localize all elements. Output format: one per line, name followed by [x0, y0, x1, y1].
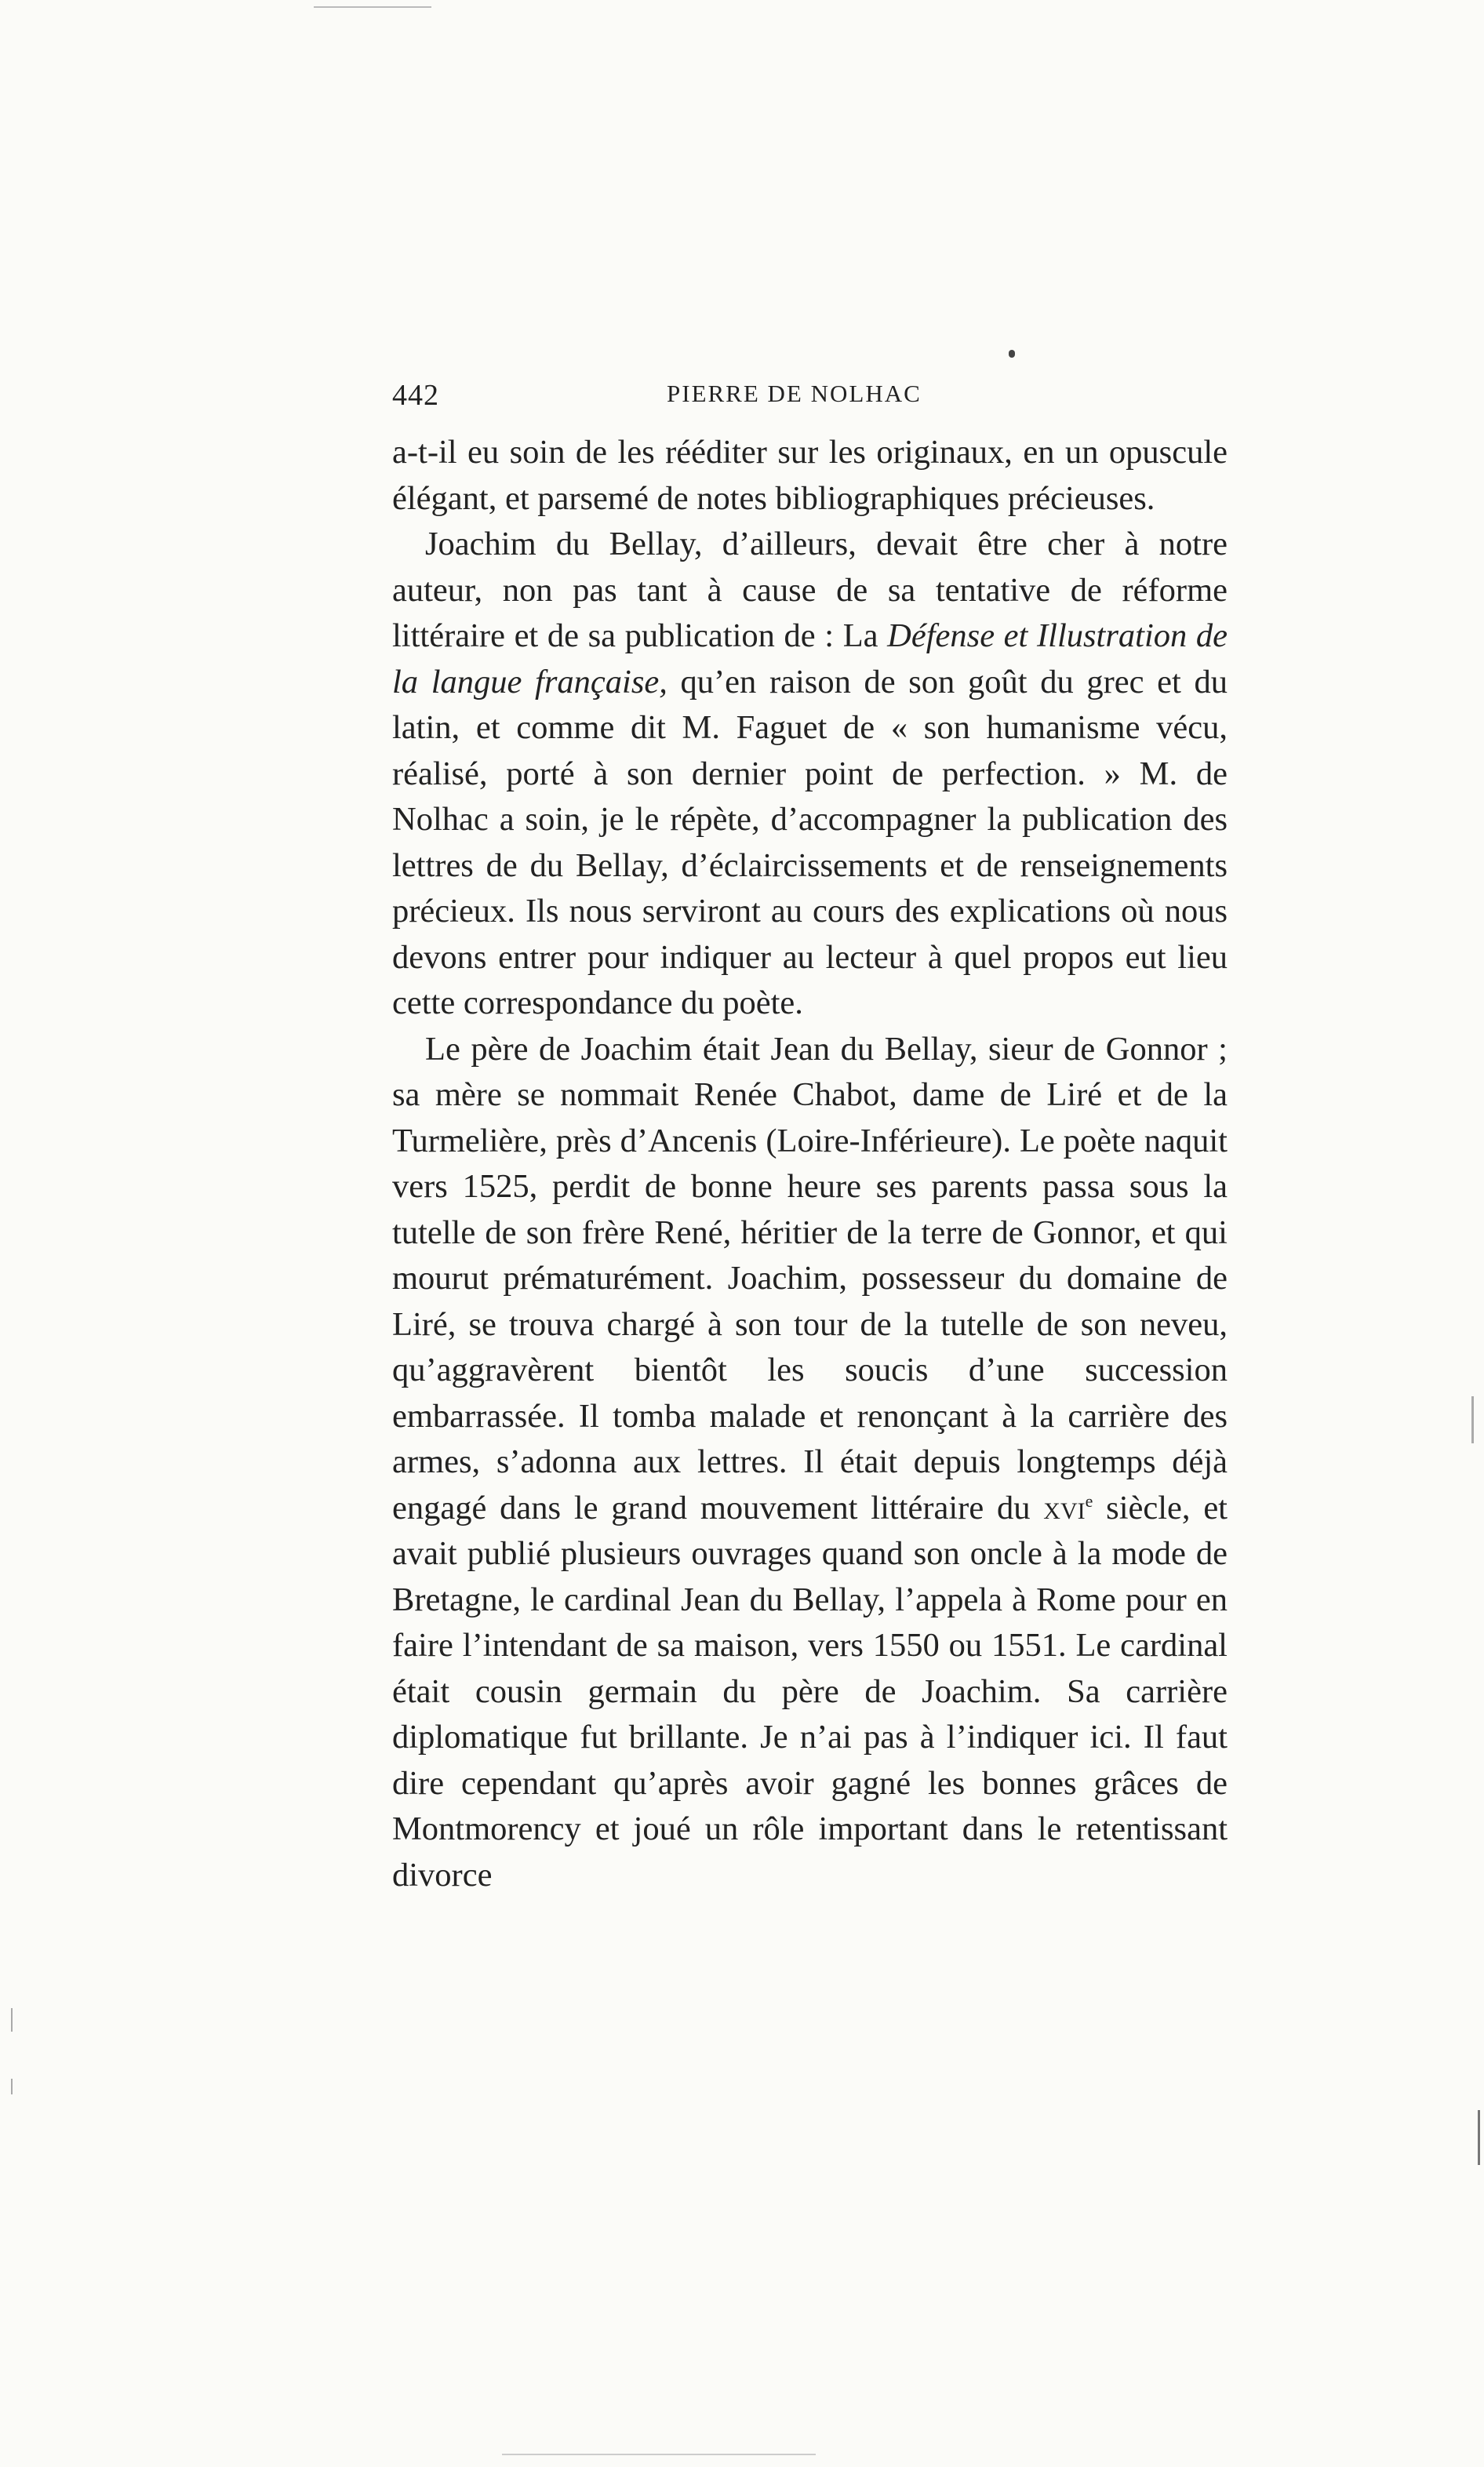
paragraph-family-history	[392, 1027, 1228, 1899]
running-title: PIERRE DE NOLHAC	[667, 380, 922, 407]
body-text	[392, 430, 1228, 1898]
paragraph-continued	[392, 430, 1228, 522]
paragraph-text: a-t-il eu soin de les rééditer sur les originaux, en un opuscule élégant, et parsemé de notes bibliographiques précieuses.	[392, 434, 1228, 517]
scan-mark-left	[11, 2008, 13, 2032]
century-superscript: e	[1085, 1490, 1093, 1511]
page-number: 442	[392, 379, 439, 412]
page-header	[392, 378, 1228, 414]
scan-mark-right	[1471, 1396, 1474, 1443]
paragraph-joachim-du-bellay	[392, 522, 1228, 1027]
paragraph-text: Joachim du Bellay, d’ailleurs, devait être cher à notre auteur, non pas tant à cause de sa tentative de réforme littéraire et de sa publication de : La	[392, 526, 1228, 654]
paragraph-text: qu’en raison de son goût du grec et du latin, et comme dit M. Faguet de « son humanisme vécu, réalisé, porté à son dernier point de perfection. » M. de Nolhac a soin, je le répète, d’accompagner la publication des lettres de du Bellay, d’éclaircissements et de renseignements précieux. Ils nous serviront au cours des explications où nous devons entrer pour indiquer au lecteur à quel propos eut lieu cette correspondance du poète.	[392, 663, 1228, 1021]
scan-mark-top	[314, 6, 431, 8]
scan-mark-dot	[1009, 350, 1015, 358]
paragraph-text: Le père de Joachim était Jean du Bellay, sieur de Gonnor ; sa mère se nommait Renée Chabot, dame de Liré et de la Turmelière, près d’Ancenis (Loire-Inférieure). Le poète naquit vers 1525, perdit de bonne heure ses parents passa sous la tutelle de son frère René, héritier de la terre de Gonnor, et qui mourut prématurément. Joachim, possesseur du domaine de Liré, se trouva chargé à son tour de la tutelle de son neveu, qu’aggravèrent bientôt les soucis d’une succession embarrassée. Il tomba malade et renonçant à la carrière des armes, s’adonna aux lettres. Il était depuis longtemps déjà engagé dans le grand mouvement littéraire du	[392, 1030, 1228, 1526]
book-title-italic: Défense et Illustration de la langue française,	[392, 617, 1228, 700]
scan-mark-right-2	[1478, 2110, 1480, 2165]
paragraph-text: siècle, et avait publié plusieurs ouvrages quand son oncle à la mode de Bretagne, le cardinal Jean du Bellay, l’appela à Rome pour en faire l’intendant de sa maison, vers 1550 ou 1551. Le cardinal était cousin germain du père de Joachim. Sa carrière diplomatique fut brillante. Je n’ai pas à l’indiquer ici. Il faut dire cependant qu’après avoir gagné les bonnes grâces de Montmorency et joué un rôle important dans le retentissant divorce	[392, 1489, 1228, 1894]
century-numeral: xvi	[1043, 1489, 1086, 1526]
scan-mark-bottom	[502, 2454, 816, 2455]
scan-mark-left-2	[11, 2079, 13, 2094]
